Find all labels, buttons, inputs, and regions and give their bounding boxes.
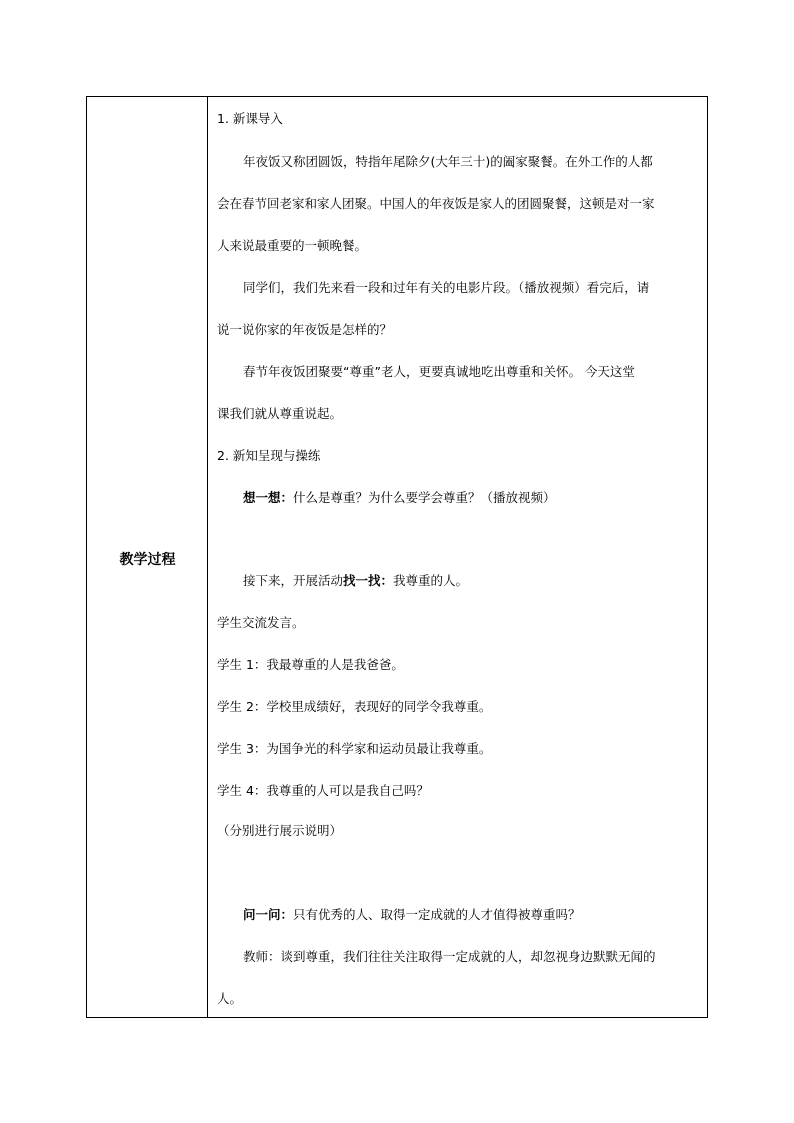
show-note: （分别进行展示说明） [217, 823, 343, 838]
paragraph3-line1: 春节年夜饭团聚要“尊重”老人，更要真诚地吃出尊重和关怀。 今天这堂 [243, 364, 635, 379]
paragraph3-line2: 课我们就从尊重说起。 [217, 406, 343, 421]
student3-answer: 学生 3：为国争光的科学家和运动员最让我尊重。 [217, 741, 492, 756]
paragraph2-line1: 同学们，我们先来看一段和过年有关的电影片段。（播放视频）看完后，请 [243, 280, 650, 295]
student4-answer: 学生 4：我尊重的人可以是我自己吗？ [217, 783, 429, 798]
student2-answer: 学生 2：学校里成绩好，表现好的同学令我尊重。 [217, 699, 492, 714]
paragraph1-line3: 人来说最重要的一顿晚餐。 [217, 238, 368, 253]
content-cell [209, 97, 707, 1017]
row-label-cell [87, 97, 208, 1017]
teacher-line1: 教师：谈到尊重，我们往往关注取得一定成就的人，却忽视身边默默无闻的 [243, 949, 656, 964]
think-text: 什么是尊重？为什么要学会尊重？（播放视频） [293, 490, 556, 505]
paragraph1-line2: 会在春节回老家和家人团聚。中国人的年夜饭是家人的团圆聚餐，这顿是对一家 [217, 196, 655, 211]
section2-heading: 2. 新知呈现与操练 [217, 448, 321, 463]
teacher-line2: 人。 [217, 991, 243, 1006]
students-discuss: 学生交流发言。 [217, 615, 305, 630]
find-label: 找一找： [343, 573, 394, 588]
row-label: 教学过程 [119, 552, 176, 568]
ask-line [243, 906, 581, 924]
think-line [243, 489, 556, 507]
paragraph1-line1: 年夜饭又称团圆饭，特指年尾除夕(大年三十)的阖家聚餐。在外工作的人都 [243, 154, 653, 169]
student1-answer: 学生 1：我最尊重的人是我爸爸。 [217, 657, 404, 672]
find-text: 我尊重的人。 [393, 573, 469, 588]
think-label: 想一想： [243, 490, 294, 505]
ask-label: 问一问： [243, 907, 294, 922]
ask-text: 只有优秀的人、取得一定成就的人才值得被尊重吗？ [293, 907, 581, 922]
section1-heading: 1. 新课导入 [217, 111, 283, 126]
find-prefix: 接下来，开展活动 [243, 573, 344, 588]
lesson-table [86, 96, 708, 1018]
find-line [243, 572, 468, 590]
paragraph2-line2: 说一说你家的年夜饭是怎样的？ [217, 322, 393, 337]
